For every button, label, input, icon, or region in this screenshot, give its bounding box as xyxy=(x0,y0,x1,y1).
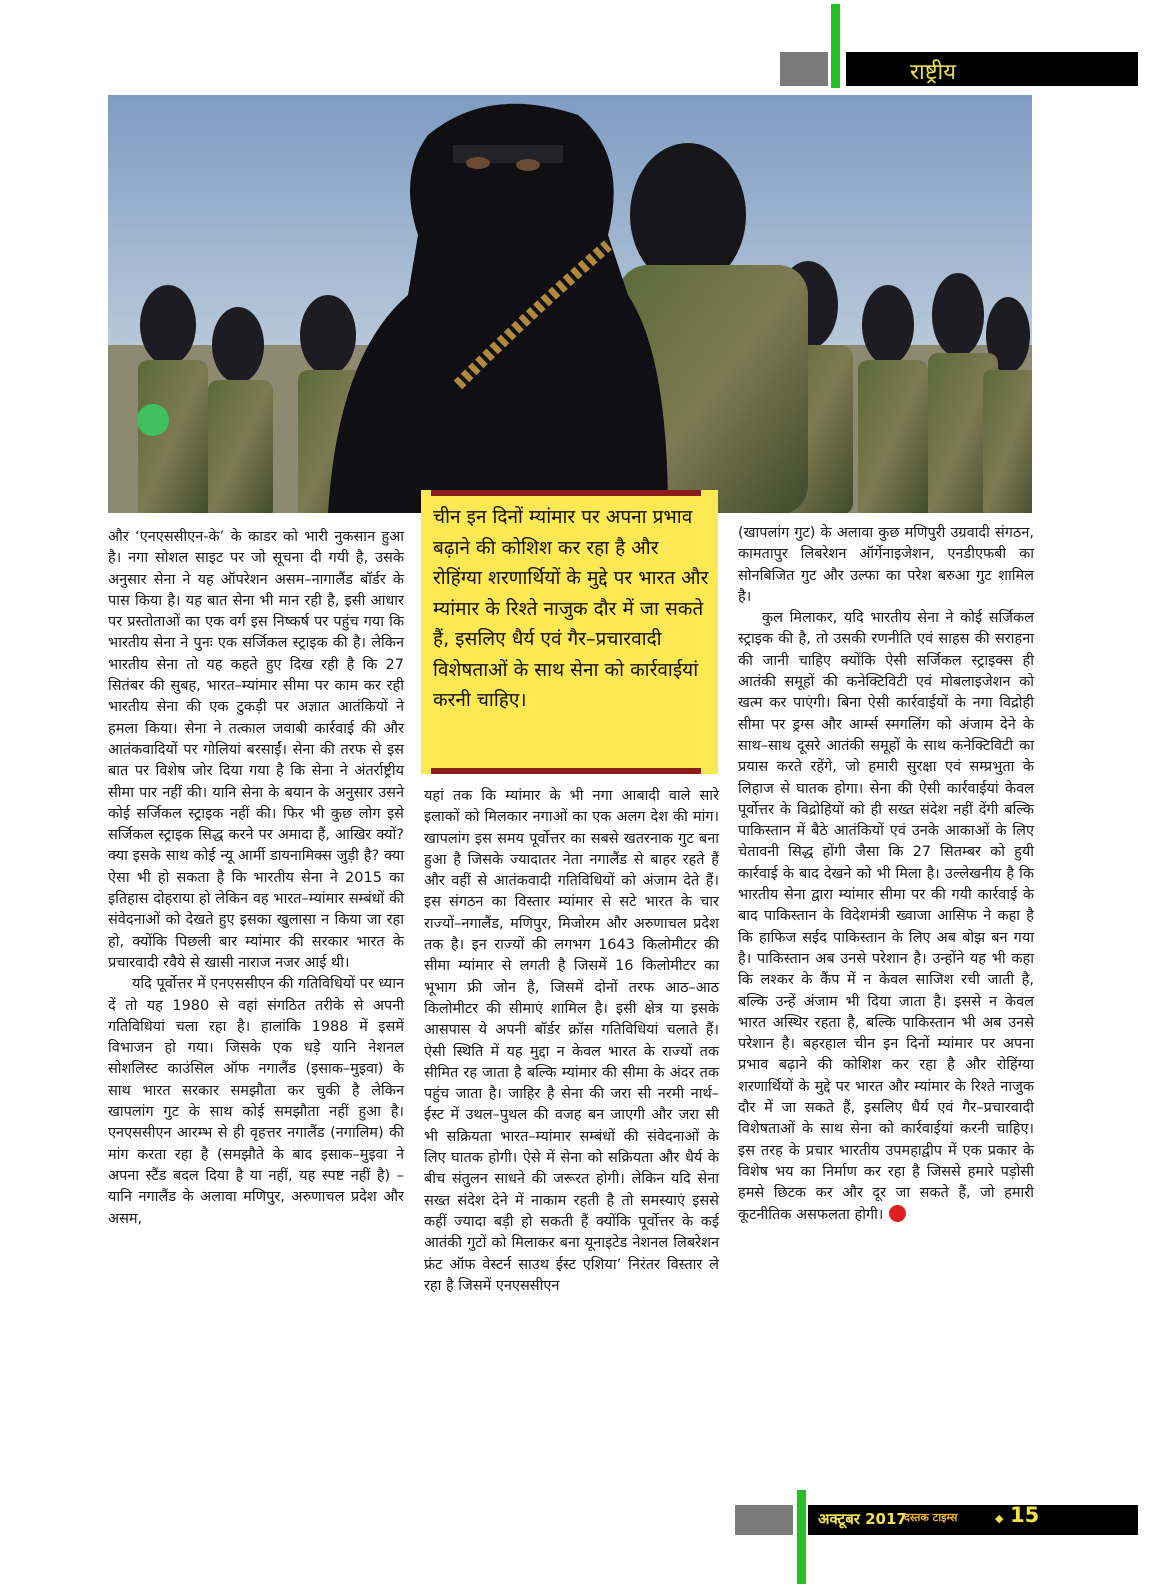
magazine-name: दस्तक टाइम्स xyxy=(904,1511,958,1524)
article-column-2 xyxy=(424,786,719,1297)
pull-quote-bottom-rule xyxy=(431,768,701,774)
masked-militants-illustration xyxy=(108,95,1032,513)
paragraph-last xyxy=(738,608,1034,1226)
header-green-rule xyxy=(831,4,840,88)
pull-quote-top-rule xyxy=(431,490,701,496)
section-label: राष्ट्रीय xyxy=(910,60,957,85)
article-column-1 xyxy=(108,527,404,1230)
paragraph: यहां तक कि म्यांमार के भी नगा आबादी वाले सारे इलाकों को मिलकार नगाओं का एक अलग देश की मांग। खापलांग इस समय पूर्वोत्तर का सबसे खतरनाक गुट बना हुआ है जिसके ज्यादातर नेता नगालैंड से बाहर रहते हैं और वहीं से आतंकवादी गतिविधियों को अंजाम देते हैं। इस संगठन का विस्तार म्यांमार से सटे भारत के चार राज्यों–नगालैंड, मणिपुर, मिजोरम और अरुणाचल प्रदेश तक है। इन राज्यों की लगभग 1643 किलोमीटर की सीमा म्यांमार से लगती है जिसमें 16 किलोमीटर का भूभाग फ्री जोन है, जिसमें दोनों तरफ आठ–आठ किलोमीटर की सीमाएं शामिल है। इसी क्षेत्र या इसके आसपास ये अपनी बॉर्डर क्रॉस गतिविधियां चलाते हैं। ऐसी स्थिति में यह मुद्दा न केवल भारत के राज्यों तक सीमित रह जाता है बल्कि म्यांमार की सीमा के अंदर तक पहुंच जाता है। जाहिर है सेना की जरा सी नरमी नार्थ–ईस्ट में उथल–पुथल की वजह बन जाएगी और जरा सी भी सक्रियता भारत–म्यांमार सम्बंधों की संवेदनाओं के लिए घातक होगी। ऐसे में सेना को सक्रियता और धैर्य के बीच संतुलन साधने की जरूरत होगी। लेकिन यदि सेना सख्त संदेश देने में नाकाम रहती है तो समस्याएं इससे कहीं ज्यादा बड़ी हो सकती हैं क्योंकि पूर्वोत्तर के कई आतंकी गुटों को मिलाकर बना यूनाइटेड नेशनल लिबरेशन फ्रंट ऑफ वेस्टर्न साउथ ईस्ट एशिया’ निरंतर विस्तार ले रहा है जिसमें एनएससीएन xyxy=(424,788,719,1294)
issue-date: अक्टूबर 2017 xyxy=(818,1510,907,1528)
article-photo xyxy=(108,95,1032,513)
footer-diamond-icon: ◆ xyxy=(995,1512,1004,1525)
paragraph: (खापलांग गुट) के अलावा कुछ मणिपुरी उग्रवादी संगठन, कामतापुर लिबरेशन ऑर्गेनाइजेशन, एनडीएफबी का सोनबिजित गुट और उल्फा का परेश बरुआ गुट शामिल है। xyxy=(738,525,1034,605)
end-of-article-dot xyxy=(889,1205,906,1222)
paragraph: और ‘एनएससीएन-के’ के काडर को भारी नुकसान हुआ है। नगा सोशल साइट पर जो सूचना दी गयी है, उसके अनुसार सेना ने यह ऑपरेशन असम–नागालैंड बॉर्डर के पास किया है। यह बात सेना भी मान रही है, इसी आधार पर प्रस्तोताओं का एक वर्ग इस निष्कर्ष पर पहुंच गया कि भारतीय सेना ने पुनः एक सर्जिकल स्ट्राइक की है। लेकिन भारतीय सेना तो यह कहते हुए दिख रही है कि 27 सितंबर की सुबह, भारत–म्यांमार सीमा पर काम कर रही भारतीय सेना की एक टुकड़ी पर अज्ञात आतंकियों ने हमला किया। सेना ने तत्काल जवाबी कार्रवाई की और आतंकवादियों पर गोलियां बरसाईं। सेना की तरफ से इस बात पर विशेष जोर दिया गया है कि सेना ने अंतर्राष्ट्रीय सीमा पार नहीं की। यानि सेना के बयान के अनुसार उसने कोई सर्जिकल स्ट्राइक नहीं की। फिर भी कुछ लोग इसे सर्जिकल स्ट्राइक सिद्ध करने पर अमादा हैं, आखिर क्यों? क्या इसके साथ कोई न्यू आर्मी डायनामिक्स जुड़ी है? क्या ऐसा भी हो सकता है कि भारतीय सेना ने 2015 का इतिहास दोहराया हो लेकिन वह भारत–म्यांमार सम्बंधों की संवेदनाओं को देखते हुए इसका खुलासा न किया जा रहा हो, क्योंकि पिछली बार म्यांमार की सरकार भारत के प्रचारवादी रवैये से खासी नाराज नजर आई थी। xyxy=(108,529,404,971)
header-section-band xyxy=(846,52,1138,86)
footer-green-rule xyxy=(797,1490,806,1584)
paragraph: यदि पूर्वोत्तर में एनएससीएन की गतिविधियों पर ध्यान दें तो यह 1980 से वहां संगठित तरीके से अपनी गतिविधियां चला रहा है। हालांकि 1988 में इसमें विभाजन हो गया। जिसके एक धड़े यानि नेशनल सोशलिस्ट काउंसिल ऑफ नगालैंड (इसाक–मुइवा) के साथ भारत सरकार समझौता कर चुकी है लेकिन खापलांग गुट के साथ कोई समझौता नहीं हुआ है। एनएससीएन आरम्भ से ही वृहत्तर नगालैंड (नगालिम) की मांग करता रहा है (समझौते के बाद इसाक–मुइवा ने अपना स्टैंड बदल दिया है या नहीं, यह स्पष्ट नहीं है) –यानि नगालैंड के अलावा मणिपुर, अरुणाचल प्रदेश और असम, xyxy=(108,976,404,1227)
footer-gray-block xyxy=(735,1505,793,1535)
page-number: 15 xyxy=(1010,1503,1040,1527)
article-column-3 xyxy=(738,523,1034,1226)
paragraph-text: कुल मिलाकर, यदि भारतीय सेना ने कोई सर्जिकल स्ट्राइक की है, तो उसकी रणनीति एवं साहस की सराहना की जानी चाहिए क्योंकि ऐसी सर्जिकल स्ट्राइक्स ही आतंकी समूहों की कनेक्टिविटी एवं मोबलाइजेशन को खत्म कर पाएंगी। बिना ऐसी कार्रवाईयों के नगा विद्रोही सीमा पर ड्रग्स और आर्म्स स्मगलिंग को अंजाम देने के साथ–साथ दूसरे आतंकी समूहों के साथ कनेक्टिविटी का प्रयास करते रहेंगे, जो हमारी सुरक्षा एवं सम्प्रभुता के लिहाज से घातक होगा। सेना की ऐसी कार्रवाईयां केवल पूर्वोत्तर के विद्रोहियों को ही सख्त संदेश नहीं देंगी बल्कि पाकिस्तान में बैठे आतंकियों एवं उनके आकाओं के लिए चेतावनी सिद्ध होंगी जैसा कि 27 सितम्बर को हुयी कार्रवाई के बाद देखने को भी मिला है। उल्लेखनीय है कि भारतीय सेना द्वारा म्यांमार सीमा पर की गयी कार्रवाई के बाद पाकिस्तान के विदेशमंत्री ख्वाजा आसिफ ने कहा है कि हाफिज सईद पाकिस्तान के लिए अब बोझ बन गया है। पाकिस्तान अब उनसे परेशान है। उन्होंने यह भी कहा कि लश्कर के कैंप में न केवल साजिश रची जाती है, बल्कि उन्हें अंजाम भी दिया जाता है। इससे न केवल भारत अस्थिर रहता है, बल्कि पाकिस्तान भी अब उनसे परेशान है। बहरहाल चीन इन दिनों म्यांमार पर अपना प्रभाव बढ़ाने की कोशिश कर रहा है और रोहिंग्या शरणार्थियों के मुद्दे पर भारत और म्यांमार के रिश्ते नाजुक दौर में जा सकते हैं, इसलिए धैर्य एवं गैर–प्रचारवादी विशेषताओं के साथ सेना को कार्रवाईयां करनी चाहिए। इस तरह के प्रचार भारतीय उपमहाद्वीप में एक प्रकार के विशेष भय का निर्माण कर रहा है जिससे हमारे पड़ोसी हमसे छिटक कर और दूर जा सकते हैं, जो हमारी कूटनीतिक असफलता होगी। xyxy=(738,610,1034,1223)
pull-quote xyxy=(421,490,718,774)
header-gray-block xyxy=(780,52,828,86)
pull-quote-text: चीन इन दिनों म्यांमार पर अपना प्रभाव बढ़ाने की कोशिश कर रहा है और रोहिंग्या शरणार्थियों के मुद्दे पर भारत और म्यांमार के रिश्ते नाजुक दौर में जा सकते हैं, इसलिए धैर्य एवं गैर–प्रचारवादी विशेषताओं के साथ सेना को कार्रवाईयां करनी चाहिए। xyxy=(433,506,709,711)
